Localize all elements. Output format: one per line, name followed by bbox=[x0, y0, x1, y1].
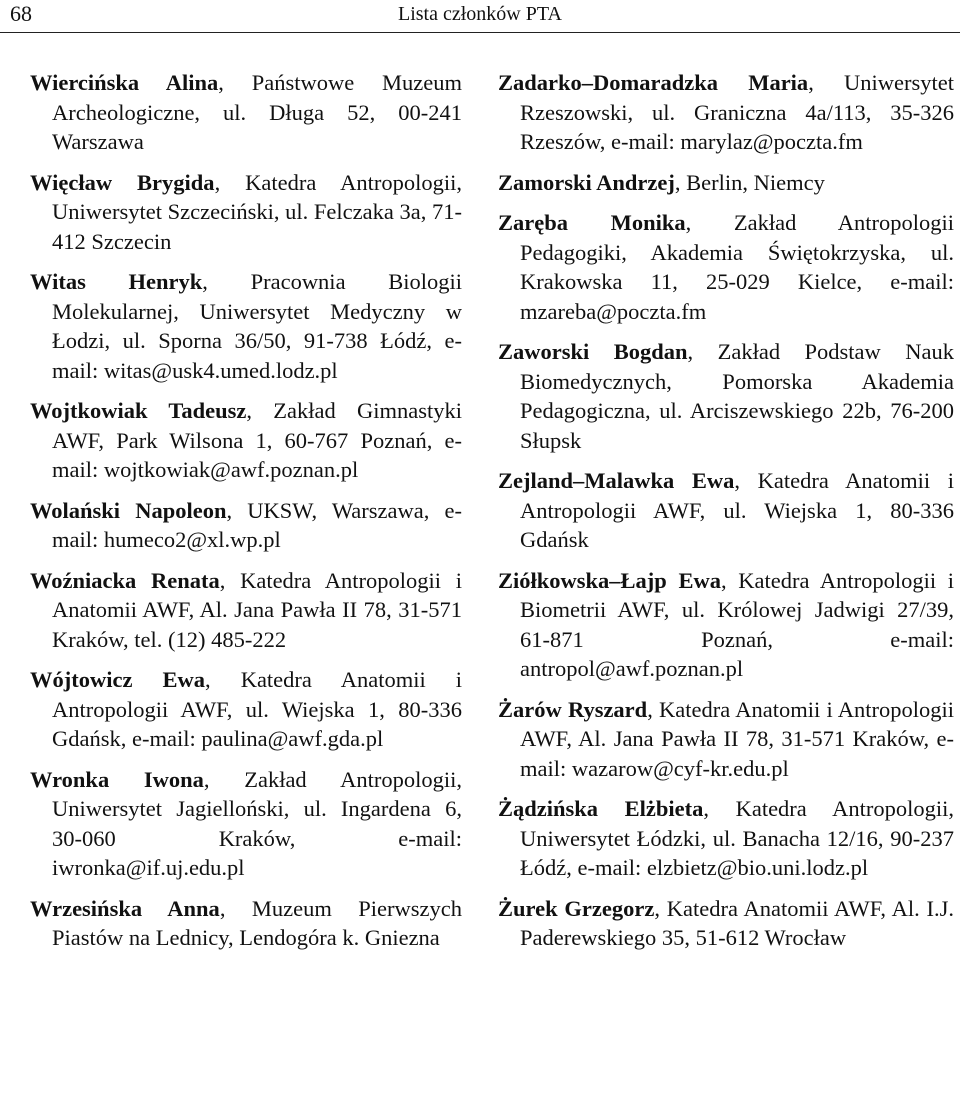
member-entry bbox=[498, 566, 954, 684]
member-entry bbox=[498, 337, 954, 455]
member-entry bbox=[30, 665, 462, 754]
member-details: , Berlin, Niemcy bbox=[674, 169, 825, 195]
member-name: Zejland–Malawka Ewa bbox=[498, 468, 735, 493]
left-column bbox=[30, 68, 462, 964]
member-entry bbox=[30, 566, 462, 655]
member-name: Witas Henryk bbox=[30, 269, 203, 294]
member-details: , Katedra Anatomii i Antropologii AWF, Al. Jana Pawła II 78, 31-571 Kraków, e-mail: wazarow@cyf-kr.edu.pl bbox=[520, 696, 954, 781]
page-header bbox=[0, 0, 960, 34]
member-name: Zamorski Andrzej bbox=[498, 169, 675, 195]
member-name: Żurek Grzegorz bbox=[498, 895, 655, 921]
member-name: Zadarko–Domaradzka Maria bbox=[498, 70, 809, 95]
member-entry bbox=[30, 68, 462, 157]
member-details: , Zakład Antropologii Pedagogiki, Akademia Świętokrzyska, ul. Krakowska 11, 25-029 Kielce, e-mail: mzareba@poczta.fm bbox=[520, 210, 954, 324]
member-name: Wójtowicz Ewa bbox=[30, 667, 206, 692]
member-entry bbox=[30, 168, 462, 257]
member-entry bbox=[30, 894, 462, 953]
member-details: , Katedra Anatomii i Antropologii AWF, ul. Wiejska 1, 80-336 Gdańsk, e-mail: paulina@awf.gda.pl bbox=[52, 667, 462, 751]
member-entry bbox=[498, 466, 954, 555]
member-entry bbox=[498, 695, 954, 784]
member-details: , Katedra Antropologii, Uniwersytet Szczeciński, ul. Felczaka 3a, 71-412 Szczecin bbox=[52, 169, 462, 254]
member-entry bbox=[498, 894, 954, 953]
member-entry bbox=[30, 496, 462, 555]
member-details: , Uniwersytet Rzeszowski, ul. Graniczna 4a/113, 35-326 Rzeszów, e-mail: marylaz@poczta.fm bbox=[520, 70, 954, 154]
member-details: , Katedra Antropologii i Biometrii AWF, ul. Królowej Jadwigi 27/39, 61-871 Poznań, e-mail: antropol@awf.poznan.pl bbox=[520, 567, 954, 681]
running-title: Lista członków PTA bbox=[398, 3, 562, 25]
member-details: , Katedra Antropologii, Uniwersytet Łódzki, ul. Banacha 12/16, 90-237 Łódź, e-mail: elzbietz@bio.uni.lodz.pl bbox=[520, 796, 954, 880]
member-entry bbox=[498, 208, 954, 326]
member-name: Wojtkowiak Tadeusz bbox=[30, 398, 247, 423]
page-number: 68 bbox=[10, 1, 32, 26]
member-details: , Zakład Gimnastyki AWF, Park Wilsona 1, 60-767 Poznań, e-mail: wojtkowiak@awf.poznan.pl bbox=[52, 398, 462, 482]
member-entry bbox=[498, 168, 954, 198]
member-details: , UKSW, Warszawa, e-mail: humeco2@xl.wp.pl bbox=[52, 497, 462, 552]
member-details: , Katedra Antropologii i Anatomii AWF, Al. Jana Pawła II 78, 31-571 Kraków, tel. (12) 485-222 bbox=[52, 567, 462, 652]
member-name: Wiercińska Alina bbox=[30, 70, 219, 95]
member-name: Wolański Napoleon bbox=[30, 497, 227, 523]
right-column bbox=[498, 68, 954, 964]
member-name: Zaręba Monika bbox=[498, 210, 686, 235]
member-details: , Pracownia Biologii Molekularnej, Uniwersytet Medyczny w Łodzi, ul. Sporna 36/50, 91-738 Łódź, e-mail: witas@usk4.umed.lodz.pl bbox=[52, 269, 462, 383]
member-details: , Muzeum Pierwszych Piastów na Lednicy, Lendogóra k. Gniezna bbox=[52, 895, 462, 950]
member-entry bbox=[30, 765, 462, 883]
member-name: Żądzińska Elżbieta bbox=[498, 796, 704, 821]
member-entry bbox=[30, 396, 462, 485]
member-name: Żarów Ryszard bbox=[498, 696, 648, 722]
member-details: , Państwowe Muzeum Archeologiczne, ul. Długa 52, 00-241 Warszawa bbox=[52, 70, 462, 154]
member-name: Wrzesińska Anna bbox=[30, 895, 220, 921]
member-details: , Zakład Antropologii, Uniwersytet Jagielloński, ul. Ingardena 6, 30-060 Kraków, e-mail: iwronka@if.uj.edu.pl bbox=[52, 766, 462, 880]
member-name: Woźniacka Renata bbox=[30, 567, 220, 593]
member-name: Ziółkowska–Łajp Ewa bbox=[498, 567, 721, 593]
member-name: Zaworski Bogdan bbox=[498, 339, 688, 364]
member-name: Więcław Brygida bbox=[30, 169, 215, 195]
member-entry bbox=[30, 267, 462, 385]
header-rule bbox=[0, 32, 960, 33]
member-details: , Zakład Podstaw Nauk Biomedycznych, Pomorska Akademia Pedagogiczna, ul. Arciszewskiego 22b, 76-200 Słupsk bbox=[520, 339, 954, 453]
member-entry bbox=[498, 68, 954, 157]
member-details: , Katedra Anatomii AWF, Al. I.J. Paderewskiego 35, 51-612 Wrocław bbox=[520, 895, 954, 950]
member-name: Wronka Iwona bbox=[30, 766, 204, 792]
member-entry bbox=[498, 794, 954, 883]
member-details: , Katedra Anatomii i Antropologii AWF, ul. Wiejska 1, 80-336 Gdańsk bbox=[520, 468, 954, 552]
